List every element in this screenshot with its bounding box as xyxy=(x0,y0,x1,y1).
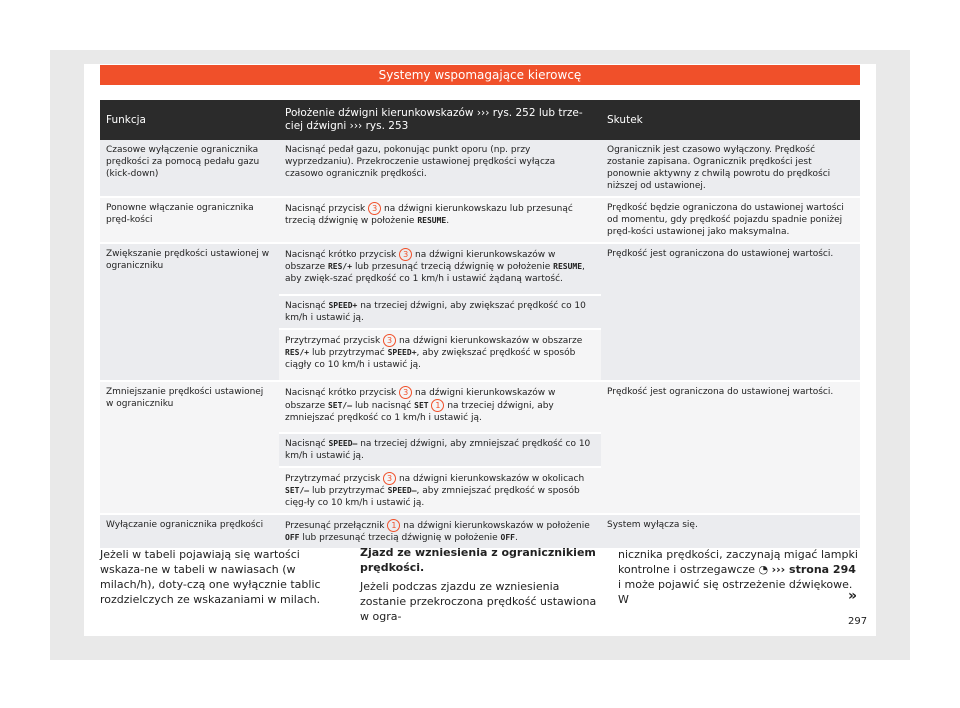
position-cell: Nacisnąć przycisk 3 na dźwigni kierunkowskazu lub przesunąć trzecią dźwignię w położenie RESUME. xyxy=(279,198,601,244)
limiter-functions-table xyxy=(100,100,860,550)
function-cell: Ponowne włączanie ogranicznika pręd-kości xyxy=(100,198,279,244)
button-3-icon: 3 xyxy=(368,202,381,215)
button-3-icon: 3 xyxy=(383,472,396,485)
position-cell: Nacisnąć SPEED– na trzeciej dźwigni, aby zmniejszać prędkość co 10 km/h i ustawić ją. xyxy=(279,434,601,468)
resume-label: RESUME xyxy=(417,216,447,225)
downhill-section xyxy=(360,545,600,624)
table-row xyxy=(100,198,860,244)
function-cell: Zmniejszanie prędkości ustawionej w ograniczniku xyxy=(100,382,279,515)
button-3-icon: 3 xyxy=(383,334,396,347)
position-cell: Przesunąć przełącznik 1 na dźwigni kierunkowskazów w położenie OFF lub przesunąć trzecią dźwignię w położenie OFF. xyxy=(279,515,601,550)
table-row xyxy=(100,382,860,434)
table-row xyxy=(100,244,860,296)
position-cell: Nacisnąć krótko przycisk 3 na dźwigni kierunkowskazów w obszarze SET/– lub nacisnąć SET 1 na trzeciej dźwigni, aby zmniejszać prędkość co 1 km/h i ustawić ją. xyxy=(279,382,601,434)
speedometer-icon: ◔ xyxy=(758,563,769,576)
page-ref-link[interactable]: ››› strona 294 xyxy=(771,563,856,576)
effect-cell: Ogranicznik jest czasowo wyłączony. Prędkość zostanie zapisana. Ogranicznik prędkości jest ponownie aktywny z chwilą powrotu do prędkości niższej od ustawionej. xyxy=(601,140,860,198)
button-1-icon: 1 xyxy=(387,519,400,532)
downhill-text: Jeżeli podczas zjazdu ze wzniesienia zostanie przekroczona prędkość ustawiona w ogra- xyxy=(360,580,597,623)
col-header-function: Funkcja xyxy=(100,100,279,140)
position-cell: Przytrzymać przycisk 3 na dźwigni kierunkowskazów w okolicach SET/– lub przytrzymać SPEED–, aby zmniejszać prędkość w sposób cięg-ły co 10 km/h i ustawić ją. xyxy=(279,468,601,515)
page-number: 297 xyxy=(848,616,868,627)
effect-cell: System wyłącza się. xyxy=(601,515,860,550)
function-cell: Zwiększanie prędkości ustawionej w ograniczniku xyxy=(100,244,279,382)
position-cell: Nacisnąć pedał gazu, pokonując punkt oporu (np. przy wyprzedzaniu). Przekroczenie ustawionej prędkości wyłącza czasowo ogranicznik prędkości. xyxy=(279,140,601,198)
effect-cell: Prędkość jest ograniczona do ustawionej wartości. xyxy=(601,382,860,515)
position-cell: Przytrzymać przycisk 3 na dźwigni kierunkowskazów w obszarze RES/+ lub przytrzymać SPEED+, aby zwiększać prędkość w sposób ciągły co 10 km/h i ustawić ją. xyxy=(279,330,601,382)
col-header-position: Położenie dźwigni kierunkowskazów ››› rys. 252 lub trze- ciej dźwigni ››› rys. 253 xyxy=(279,100,601,140)
table-header-row xyxy=(100,100,860,140)
position-cell: Nacisnąć SPEED+ na trzeciej dźwigni, aby zwiększać prędkość co 10 km/h i ustawić ją. xyxy=(279,296,601,330)
miles-note: Jeżeli w tabeli pojawiają się wartości wskaza-ne w tabeli w nawiasach (w milach/h), doty-czą one wyłącznie tablic rozdzielczych ze wskazaniami w milach. xyxy=(100,548,321,606)
button-1-icon: 1 xyxy=(431,399,444,412)
button-3-icon: 3 xyxy=(399,386,412,399)
next-page-icon[interactable]: » xyxy=(848,588,858,604)
downhill-continued: nicznika prędkości, zaczynają migać lampki kontrolne i ostrzegawcze ◔ ››› strona 294 i może pojawić się ostrzeżenie dźwiękowe. W xyxy=(618,548,858,606)
col-header-effect: Skutek xyxy=(601,100,860,140)
effect-cell: Prędkość będzie ograniczona do ustawionej wartości od momentu, gdy prędkość pojazdu spadnie poniżej pręd-kości ustawionej jako maksymalna. xyxy=(601,198,860,244)
position-cell: Nacisnąć krótko przycisk 3 na dźwigni kierunkowskazów w obszarze RES/+ lub przesunąć trzecią dźwignię w położenie RESUME, aby zwięk-szać prędkość co 1 km/h i ustawić żądaną wartość. xyxy=(279,244,601,296)
effect-cell: Prędkość jest ograniczona do ustawionej wartości. xyxy=(601,244,860,382)
section-header: Systemy wspomagające kierowcę xyxy=(100,65,860,85)
button-3-icon: 3 xyxy=(399,248,412,261)
function-cell: Wyłączanie ogranicznika prędkości xyxy=(100,515,279,550)
function-cell: Czasowe wyłączenie ogranicznika prędkości za pomocą pedału gazu (kick-down) xyxy=(100,140,279,198)
downhill-heading: Zjazd ze wzniesienia z ogranicznikiem prędkości. xyxy=(360,546,596,574)
table-row xyxy=(100,140,860,198)
